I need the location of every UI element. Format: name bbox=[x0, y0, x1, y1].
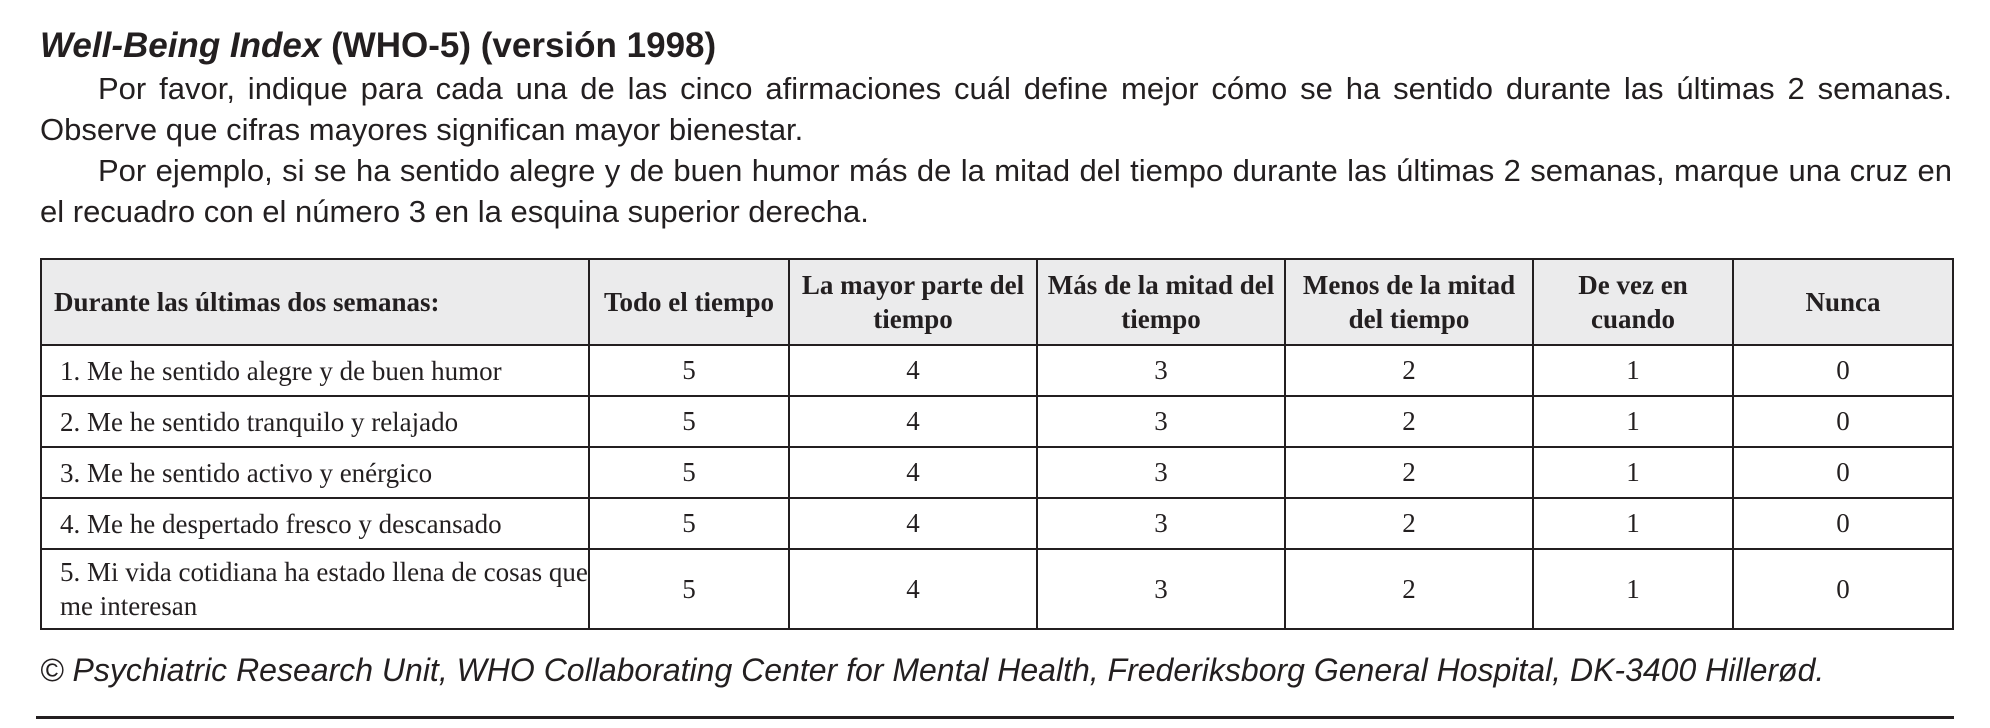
score-cell[interactable]: 0 bbox=[1733, 396, 1953, 447]
score-cell[interactable]: 1 bbox=[1533, 396, 1733, 447]
header-less-than-half: Menos de la mitad del tiempo bbox=[1285, 259, 1533, 345]
score-cell[interactable]: 2 bbox=[1285, 396, 1533, 447]
score-cell[interactable]: 3 bbox=[1037, 396, 1285, 447]
table-row bbox=[41, 396, 1953, 447]
score-cell[interactable]: 5 bbox=[589, 396, 789, 447]
table-row bbox=[41, 345, 1953, 396]
score-cell[interactable]: 2 bbox=[1285, 549, 1533, 629]
title-rest: (WHO-5) (versión 1998) bbox=[321, 26, 717, 65]
score-cell[interactable]: 1 bbox=[1533, 549, 1733, 629]
score-cell[interactable]: 4 bbox=[789, 447, 1037, 498]
header-most-of-the-time: La mayor parte del tiempo bbox=[789, 259, 1037, 345]
score-cell[interactable]: 2 bbox=[1285, 498, 1533, 549]
score-cell[interactable]: 5 bbox=[589, 498, 789, 549]
header-period: Durante las últimas dos semanas: bbox=[41, 259, 589, 345]
item-label: 4. Me he despertado fresco y descansado bbox=[41, 498, 589, 549]
score-cell[interactable]: 0 bbox=[1733, 549, 1953, 629]
score-cell[interactable]: 1 bbox=[1533, 345, 1733, 396]
score-cell[interactable]: 2 bbox=[1285, 447, 1533, 498]
table-row bbox=[41, 549, 1953, 629]
item-label: 1. Me he sentido alegre y de buen humor bbox=[41, 345, 589, 396]
item-label: 3. Me he sentido activo y enérgico bbox=[41, 447, 589, 498]
table-row bbox=[41, 447, 1953, 498]
score-cell[interactable]: 0 bbox=[1733, 447, 1953, 498]
header-all-the-time: Todo el tiempo bbox=[589, 259, 789, 345]
score-cell[interactable]: 4 bbox=[789, 396, 1037, 447]
score-cell[interactable]: 0 bbox=[1733, 345, 1953, 396]
document bbox=[40, 24, 1952, 232]
header-some-of-the-time: De vez en cuando bbox=[1533, 259, 1733, 345]
score-cell[interactable]: 1 bbox=[1533, 447, 1733, 498]
copyright-footer: © Psychiatric Research Unit, WHO Collaborating Center for Mental Health, Frederiksborg General Hospital, DK-3400 Hillerød. bbox=[40, 652, 1825, 688]
table-row bbox=[41, 498, 1953, 549]
example-paragraph: Por ejemplo, si se ha sentido alegre y de buen humor más de la mitad del tiempo durante las últimas 2 semanas, marque una cruz en el recuadro con el número 3 en la esquina superior derecha. bbox=[40, 153, 1952, 229]
score-cell[interactable]: 1 bbox=[1533, 498, 1733, 549]
score-cell[interactable]: 5 bbox=[589, 549, 789, 629]
score-cell[interactable]: 0 bbox=[1733, 498, 1953, 549]
score-cell[interactable]: 2 bbox=[1285, 345, 1533, 396]
instructions-paragraph: Por favor, indique para cada una de las cinco afirmaciones cuál define mejor cómo se ha sentido durante las últimas 2 semanas. Observe que cifras mayores significan mayor bienestar. bbox=[40, 71, 1952, 147]
score-cell[interactable]: 3 bbox=[1037, 498, 1285, 549]
score-cell[interactable]: 4 bbox=[789, 549, 1037, 629]
item-label: 2. Me he sentido tranquilo y relajado bbox=[41, 396, 589, 447]
table-header-row bbox=[41, 259, 1953, 345]
score-cell[interactable]: 4 bbox=[789, 345, 1037, 396]
bottom-rule bbox=[36, 716, 1954, 719]
item-label: 5. Mi vida cotidiana ha estado llena de cosas que me interesan bbox=[41, 549, 589, 629]
score-cell[interactable]: 4 bbox=[789, 498, 1037, 549]
header-more-than-half: Más de la mitad del tiempo bbox=[1037, 259, 1285, 345]
score-cell[interactable]: 5 bbox=[589, 345, 789, 396]
header-never: Nunca bbox=[1733, 259, 1953, 345]
document-title bbox=[40, 24, 1952, 68]
score-cell[interactable]: 3 bbox=[1037, 549, 1285, 629]
score-cell[interactable]: 3 bbox=[1037, 345, 1285, 396]
who5-table bbox=[40, 258, 1954, 630]
score-cell[interactable]: 3 bbox=[1037, 447, 1285, 498]
score-cell[interactable]: 5 bbox=[589, 447, 789, 498]
title-italic: Well-Being Index bbox=[40, 26, 322, 65]
